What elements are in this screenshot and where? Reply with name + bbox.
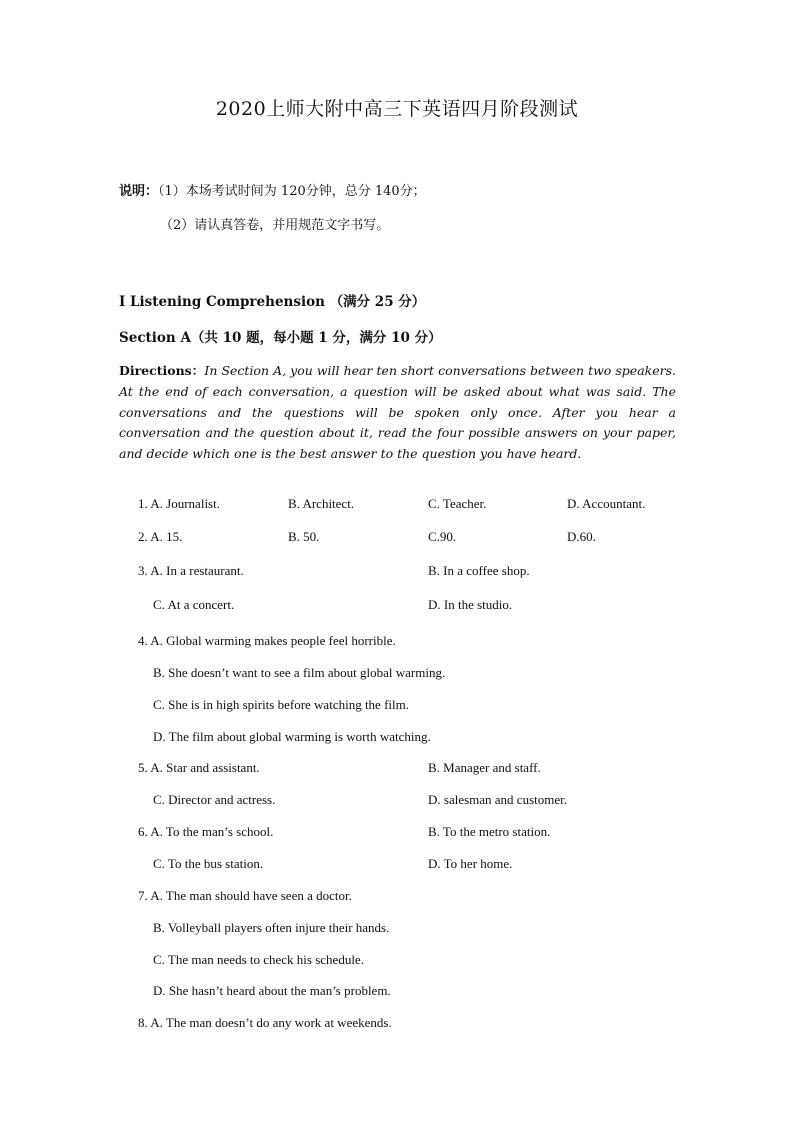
q5-option-c: C. Director and actress. [153,792,276,807]
notes-label: 说明： [119,184,159,199]
q6-option-d: D. To her home. [428,856,513,871]
q1-option-d: D. Accountant. [567,496,646,511]
q3-option-b: B. In a coffee shop. [428,563,530,578]
notes-item-2: （2）请认真答卷，并用规范文字书写。 [160,218,390,233]
q5-option-d: D. salesman and customer. [428,792,567,807]
page-title: 2020上师大附中高三下英语四月阶段测试 [215,98,579,120]
directions-paragraph [119,361,676,465]
q5-option-a: 5. A. Star and assistant. [138,760,260,775]
directions-text: In Section A, you will hear ten short conversations between two speakers. At the end of each conversation, a question will be asked about what was said. The conversations and the questions will be spoken only once. After you hear a conversation and the question about it, read the four possible answers on your paper, and decide which one is the best answer to the question you have heard. [119,363,676,462]
section-a-heading: Section A（共 10 题，每小题 1 分，满分 10 分） [119,330,442,346]
q5-option-b: B. Manager and staff. [428,760,541,775]
q2-option-d: D.60. [567,529,596,544]
q7-option-c: C. The man needs to check his schedule. [153,952,364,967]
q8-option-a: 8. A. The man doesn’t do any work at weekends. [138,1015,392,1030]
q3-option-c: C. At a concert. [153,597,235,612]
q3-option-d: D. In the studio. [428,597,513,612]
q2-option-a: 2. A. 15. [138,529,183,544]
q4-option-d: D. The film about global warming is worth watching. [153,729,431,744]
part-heading: I Listening Comprehension （满分 25 分） [119,294,426,310]
q3-option-a: 3. A. In a restaurant. [138,563,244,578]
notes-line-1 [119,180,426,199]
q1-option-a: 1. A. Journalist. [138,496,220,511]
q4-option-c: C. She is in high spirits before watching the film. [153,697,409,712]
notes-item-1: （1）本场考试时间为 120分钟，总分 140分； [158,184,426,199]
q2-option-c: C.90. [428,529,457,544]
q1-option-b: B. Architect. [288,496,355,511]
q4-option-b: B. She doesn’t want to see a film about global warming. [153,665,446,680]
q7-option-a: 7. A. The man should have seen a doctor. [138,888,352,903]
q7-option-d: D. She hasn’t heard about the man’s problem. [153,983,391,998]
q4-option-a: 4. A. Global warming makes people feel horrible. [138,633,396,648]
q6-option-b: B. To the metro station. [428,824,551,839]
q6-option-a: 6. A. To the man’s school. [138,824,274,839]
q6-option-c: C. To the bus station. [153,856,264,871]
q2-option-b: B. 50. [288,529,320,544]
q7-option-b: B. Volleyball players often injure their hands. [153,920,390,935]
directions-label: Directions： [119,363,205,378]
q1-option-c: C. Teacher. [428,496,487,511]
